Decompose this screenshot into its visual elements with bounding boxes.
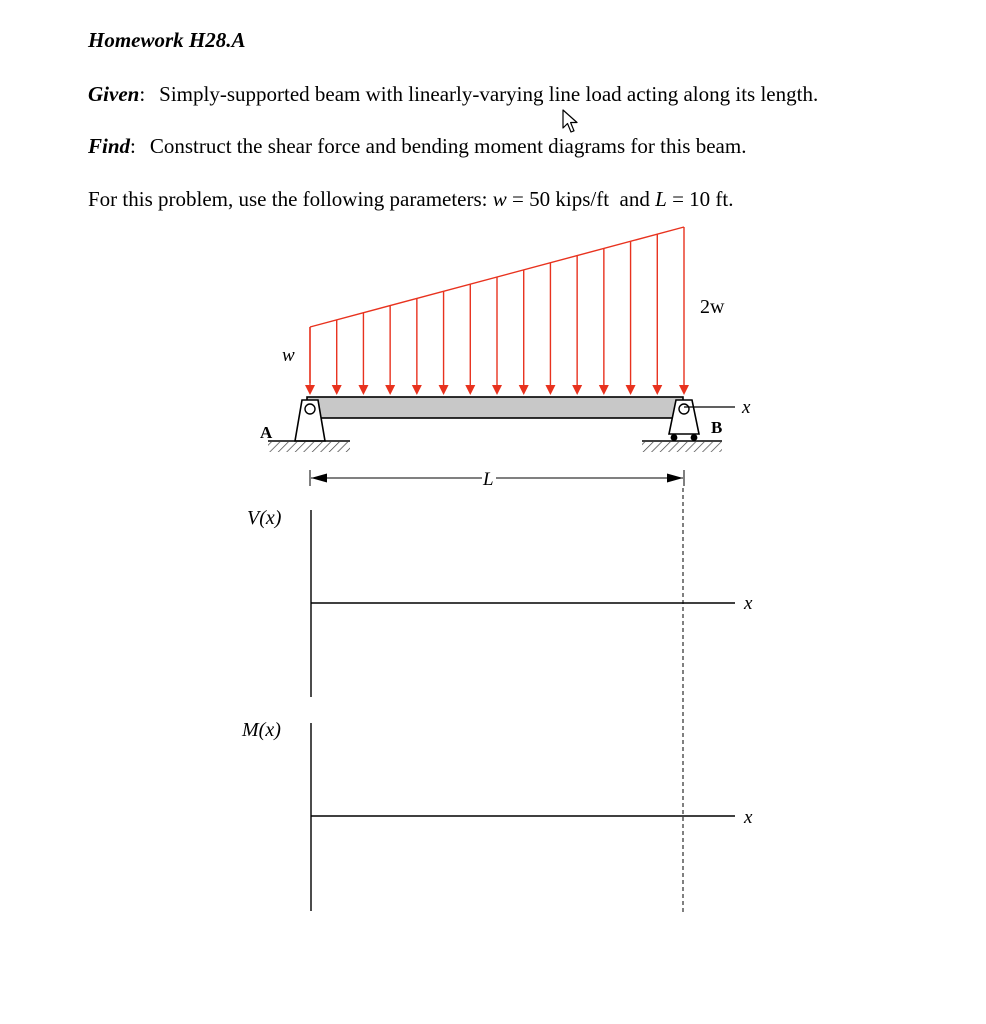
given-text: Simply-supported beam with linearly-varying line load acting along its length. — [159, 82, 819, 106]
params-prefix: For this problem, use the following parameters: — [88, 187, 493, 211]
load-arrow-head — [626, 385, 636, 395]
load-arrow-head — [358, 385, 368, 395]
distributed-load — [305, 227, 689, 395]
load-arrow-head — [305, 385, 315, 395]
given-label: Given — [88, 82, 140, 106]
load-arrow-head — [439, 385, 449, 395]
L-symbol: L — [655, 187, 667, 211]
moment-axis-label: x — [744, 807, 753, 828]
given-colon: : — [139, 82, 146, 106]
shear-label: V(x) — [247, 507, 282, 529]
load-right-label: 2w — [700, 296, 725, 318]
beam-axis-label: x — [742, 397, 751, 418]
load-arrow-head — [599, 385, 609, 395]
find-colon: : — [130, 134, 136, 158]
load-arrow-head — [519, 385, 529, 395]
load-arrow-head — [679, 385, 689, 395]
beam — [307, 397, 683, 418]
support-b-label: B — [711, 418, 723, 437]
w-value: = 50 kips/ft — [506, 187, 610, 211]
L-value: = 10 ft. — [666, 187, 734, 211]
load-arrow-head — [652, 385, 662, 395]
load-left-label: w — [282, 345, 295, 366]
shear-axis-label: x — [744, 593, 753, 614]
w-symbol: w — [492, 187, 507, 211]
load-arrow-head — [385, 385, 395, 395]
shear-diagram-axes — [311, 510, 735, 697]
find-text: Construct the shear force and bending moment diagrams for this beam. — [149, 134, 747, 158]
load-arrow-head — [492, 385, 502, 395]
moment-diagram-axes — [311, 723, 735, 911]
find-label: Find — [88, 134, 131, 158]
load-arrow-head — [465, 385, 475, 395]
load-arrow-head — [572, 385, 582, 395]
length-label: L — [483, 469, 494, 490]
params-and: and — [609, 187, 656, 211]
length-dimension — [310, 470, 684, 486]
moment-label: M(x) — [242, 719, 281, 741]
load-arrow-head — [332, 385, 342, 395]
load-arrow-head — [545, 385, 555, 395]
support-a-label: A — [260, 423, 273, 442]
homework-title: Homework H28.A — [88, 28, 246, 52]
load-arrow-head — [412, 385, 422, 395]
